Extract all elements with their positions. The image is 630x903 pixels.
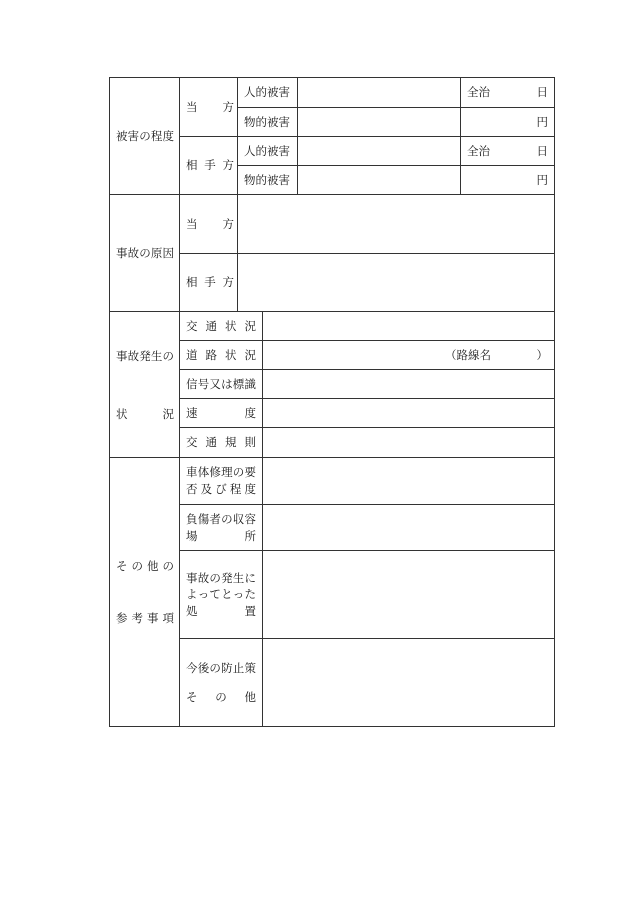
label-line	[186, 654, 256, 683]
label-character: 害	[127, 128, 140, 143]
damage-own-party-cell	[179, 77, 238, 137]
own-property-damage-amount-cell	[460, 107, 555, 137]
label-character: 体	[197, 465, 210, 479]
label-character	[139, 385, 151, 443]
label-character: 通	[205, 435, 217, 450]
label-character: た	[244, 587, 256, 602]
label-character: 今	[186, 660, 198, 675]
label-character: 当	[186, 99, 198, 114]
label-character	[210, 217, 222, 232]
label-character: 識	[244, 376, 256, 391]
label-character: 方	[222, 216, 234, 231]
label-character: そ	[116, 559, 128, 573]
signal-sign-label	[186, 377, 256, 392]
label-character	[230, 406, 242, 421]
label-character: 程	[150, 128, 163, 143]
label-character: 故	[197, 570, 210, 585]
label-character: 因	[162, 245, 174, 260]
label-character	[230, 528, 242, 545]
damage-section-title	[116, 129, 174, 144]
cause-other-party-label	[186, 275, 234, 290]
damage-other-party-cell	[179, 136, 238, 195]
vehicle-repair-label-cell	[179, 457, 263, 505]
label-character: 又	[209, 376, 221, 391]
label-character	[230, 683, 242, 712]
label-character: 者	[209, 511, 221, 526]
label-character: 置	[244, 603, 256, 618]
cause-own-party-field	[237, 194, 555, 254]
label-character: 交	[186, 318, 198, 333]
label-character	[215, 406, 227, 421]
situation-title-cell	[109, 311, 180, 458]
label-character: は	[221, 376, 233, 391]
cause-other-party-field	[237, 253, 555, 312]
cause-own-party-label	[186, 217, 234, 232]
label-character	[230, 603, 242, 620]
label-character: 信	[186, 376, 198, 391]
other-personal-damage-field	[297, 136, 461, 166]
label-character: 故	[127, 245, 140, 260]
label-character: 当	[186, 216, 198, 231]
label-character: 標	[232, 376, 245, 391]
label-character: 負	[186, 511, 198, 526]
other-property-damage-amount-cell	[460, 165, 555, 195]
cause-section-title	[116, 246, 174, 261]
cause-title-cell	[109, 194, 180, 312]
speed-field	[262, 398, 555, 428]
label-character: 参	[116, 611, 128, 625]
prevention-field	[262, 638, 555, 727]
label-character: 度	[162, 128, 174, 143]
label-character	[201, 528, 213, 545]
recovery-prefix: 全治	[467, 143, 490, 158]
label-character	[128, 385, 140, 443]
label-character	[201, 603, 213, 620]
label-character: 車	[186, 465, 198, 479]
traffic-condition-label-cell	[179, 311, 263, 341]
label-character: の	[162, 348, 174, 363]
label-line	[186, 464, 256, 481]
label-character: 事	[147, 611, 159, 625]
label-character: 況	[244, 318, 256, 333]
label-character: の	[221, 511, 233, 526]
label-character: 収	[232, 511, 245, 526]
label-character: 要	[244, 465, 256, 479]
damage-title-cell	[109, 77, 180, 195]
other-property-damage-field	[297, 165, 461, 195]
label-line	[186, 481, 256, 498]
label-character: 理	[221, 465, 233, 479]
traffic-rules-label-cell	[179, 427, 263, 458]
label-character: の	[162, 559, 174, 573]
other-personal-damage-recovery-cell	[460, 136, 555, 166]
road-condition-label-cell	[179, 340, 263, 370]
label-character: 防	[221, 660, 233, 675]
label-character: 否	[186, 482, 198, 496]
yen-unit: 円	[536, 114, 548, 129]
other-personal-damage-label: 人的被害	[244, 143, 290, 158]
label-character	[210, 100, 222, 115]
injured-location-label	[186, 511, 256, 545]
label-character: 修	[209, 465, 221, 479]
other-notes-title-cell	[109, 457, 180, 727]
label-character: 則	[244, 435, 256, 450]
signal-sign-label-cell	[179, 369, 263, 399]
label-character: 方	[222, 99, 234, 114]
label-character: 策	[244, 660, 256, 675]
label-character: 規	[225, 435, 237, 450]
label-line	[186, 570, 256, 587]
label-character: 状	[225, 318, 237, 333]
label-character	[215, 528, 227, 545]
cause-own-party-cell	[179, 194, 238, 254]
label-character: 程	[229, 482, 242, 496]
label-character: 原	[150, 245, 163, 260]
label-character: 被	[116, 128, 128, 143]
label-character: の	[232, 465, 245, 479]
label-character: の	[209, 570, 221, 585]
label-character: 状	[225, 347, 237, 362]
label-character: 生	[232, 570, 245, 585]
label-character	[201, 683, 213, 712]
label-character: 所	[244, 528, 256, 543]
label-character: 容	[244, 511, 256, 526]
label-character: 度	[244, 482, 256, 496]
own-personal-damage-recovery-cell	[460, 77, 555, 108]
situation-section-title	[116, 327, 174, 443]
label-character	[198, 217, 210, 232]
route-name-field	[445, 348, 548, 363]
days-unit: 日	[536, 143, 548, 158]
measures-taken-field	[262, 550, 555, 639]
label-character: 考	[131, 611, 143, 625]
label-character: 生	[150, 348, 163, 363]
label-character: 後	[197, 660, 210, 675]
injured-location-field	[262, 504, 555, 551]
label-character: の	[131, 559, 143, 573]
label-character: 故	[127, 348, 140, 363]
label-character: 状	[116, 406, 128, 421]
road-condition-label	[186, 348, 256, 363]
yen-unit: 円	[536, 172, 548, 187]
label-character: 方	[222, 158, 234, 173]
label-line	[186, 511, 256, 528]
label-character: 手	[204, 158, 216, 173]
label-character	[198, 100, 210, 115]
label-character: 発	[221, 570, 233, 585]
label-character: の	[139, 245, 151, 260]
route-name-close-paren: ）	[536, 347, 548, 362]
label-character: 交	[186, 435, 198, 450]
label-character: 手	[204, 275, 216, 290]
label-character	[215, 603, 227, 620]
label-character: 況	[162, 406, 174, 421]
label-line	[186, 528, 256, 545]
label-character: 発	[139, 348, 151, 363]
label-character: の	[215, 689, 227, 704]
label-character: に	[244, 570, 256, 585]
vehicle-repair-label	[186, 464, 256, 498]
signal-sign-field	[262, 369, 555, 399]
label-character: 速	[186, 405, 198, 420]
label-character: 号	[197, 376, 210, 391]
label-character: と	[221, 587, 233, 602]
speed-label	[186, 406, 256, 421]
label-character: 他	[147, 559, 159, 573]
label-character: 方	[222, 275, 234, 290]
other-property-damage-label-cell	[237, 165, 298, 195]
label-character: 相	[186, 158, 198, 173]
label-character: 事	[186, 570, 198, 585]
other-notes-section-title	[116, 540, 174, 644]
traffic-condition-label	[186, 319, 256, 334]
own-property-damage-field	[297, 107, 461, 137]
own-property-damage-label: 物的被害	[244, 114, 290, 129]
speed-label-cell	[179, 398, 263, 428]
label-character: の	[139, 128, 151, 143]
label-character: び	[215, 482, 227, 496]
traffic-rules-label	[186, 435, 256, 450]
label-character: 項	[162, 611, 174, 625]
situation-title-line	[116, 385, 174, 443]
damage-own-party-label	[186, 100, 234, 115]
own-personal-damage-label-cell	[237, 77, 298, 108]
label-character: 及	[200, 482, 213, 496]
days-unit: 日	[536, 85, 548, 100]
traffic-condition-field	[262, 311, 555, 341]
own-personal-damage-label: 人的被害	[244, 85, 290, 100]
label-line	[186, 603, 256, 620]
prevention-label-cell	[179, 638, 263, 727]
label-character: よ	[186, 587, 198, 602]
label-character	[201, 406, 213, 421]
label-character: て	[209, 587, 221, 602]
label-character: そ	[186, 689, 198, 704]
label-character	[151, 385, 163, 443]
damage-other-party-label	[186, 158, 234, 173]
label-character: 他	[244, 689, 256, 704]
vehicle-repair-field	[262, 457, 555, 505]
label-character: 道	[186, 347, 198, 362]
label-character: 路	[205, 347, 217, 362]
label-character: 相	[186, 275, 198, 290]
label-character: っ	[232, 587, 245, 602]
label-line	[186, 586, 256, 603]
cause-other-party-cell	[179, 253, 238, 312]
route-name-open-label: （路線名	[445, 347, 491, 362]
label-character: 通	[205, 318, 217, 333]
label-character: っ	[197, 587, 210, 602]
own-property-damage-label-cell	[237, 107, 298, 137]
label-character: 事	[116, 245, 128, 260]
own-personal-damage-field	[297, 77, 461, 108]
label-line	[186, 683, 256, 712]
prevention-label	[186, 654, 256, 712]
measures-taken-label	[186, 570, 256, 620]
label-character: 傷	[197, 511, 210, 526]
traffic-rules-field	[262, 427, 555, 458]
label-character: の	[209, 660, 221, 675]
recovery-prefix: 全治	[467, 85, 490, 100]
road-condition-field	[262, 340, 555, 370]
other-property-damage-label: 物的被害	[244, 172, 290, 187]
other-personal-damage-label-cell	[237, 136, 298, 166]
injured-location-label-cell	[179, 504, 263, 551]
label-character: 況	[244, 347, 256, 362]
label-character: 事	[116, 348, 128, 363]
situation-title-line	[116, 327, 174, 385]
label-character: 処	[186, 603, 198, 618]
other-notes-title-line	[116, 592, 174, 644]
other-notes-title-line	[116, 540, 174, 592]
label-character: 度	[244, 405, 256, 420]
label-character: 止	[232, 660, 245, 675]
label-character: 場	[186, 528, 198, 543]
measures-taken-label-cell	[179, 550, 263, 639]
